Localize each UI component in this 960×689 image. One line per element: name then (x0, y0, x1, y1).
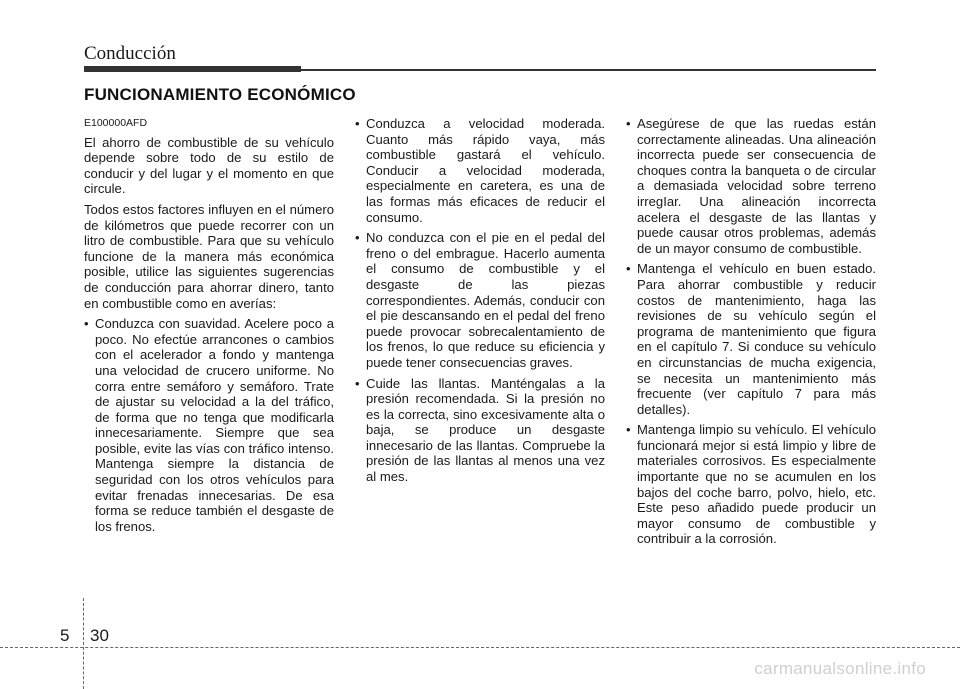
bullet-text: Mantenga limpio su vehículo. El vehículo funcionará mejor si está limpio y libre de materiales corrosivos. Es especialmente importante que no se acumulen en los bajos del coche barro, polvo, hielo, etc. Este peso añadido puede producir un mayor consumo de combustible y contribuir a la corrosión. (637, 422, 876, 547)
bullet-text: No conduzca con el pie en el pedal del freno o del embrague. Hacerlo aumenta el consumo de combustible y el desgaste de las piezas correspondientes. Además, conducir con el pie descansando en el pedal del freno puede provocar sobrecalentamiento de los frenos, lo que reduce su eficiencia y puede tener consecuencias graves. (366, 230, 605, 370)
header-rule-thin (301, 69, 876, 71)
bullet-item (626, 261, 876, 417)
watermark: carmanualsonline.info (754, 659, 926, 678)
bullet-dot: • (355, 375, 360, 391)
bullet-dot: • (626, 116, 631, 131)
bullet-item (84, 316, 334, 534)
chapter-title: Conducción (84, 43, 176, 64)
bullet-dot: • (626, 261, 631, 277)
bullet-dot: • (355, 116, 360, 131)
reference-code: E100000AFD (84, 117, 148, 129)
bullet-text: Conduzca con suavidad. Acelere poco a poco. No efectúe arrancones o cambios con el acelerador a fondo y mantenga una velocidad de crucero uniforme. No corra entre semáforo y semáforo. Trate de ajustar su velocidad a la del tráfico, de forma que no tenga que modificarla innecesariamente. Siempre que sea posible, evite las vías con tráfico intenso. Mantenga siempre la distancia de seguridad con los otros vehículos para evitar frenadas innecesarias. De esa forma se reduce también el desgaste de los frenos. (95, 316, 334, 534)
section-heading: FUNCIONAMIENTO ECONÓMICO (84, 85, 356, 104)
bullet-dot: • (84, 316, 89, 332)
bullet-item (355, 376, 605, 485)
bullet-dot: • (626, 422, 631, 438)
bullet-item (355, 230, 605, 370)
column-2 (355, 116, 605, 490)
bullet-text: Conduzca a velocidad moderada. Cuanto más rápido vaya, más combustible gastará el vehículo. Conducir a velocidad moderada, especialmente en caretera, es una de las formas más eficaces de reducir el consumo. (366, 116, 605, 225)
bullet-dot: • (355, 230, 360, 246)
bullet-text: Mantenga el vehículo en buen estado. Para ahorrar combustible y reducir costos de mantenimiento, haga las revisiones de su vehículo según el programa de mantenimiento que figura en el capítulo 7. Si conduce su vehículo en circunstancias de mucha exigencia, se necesita un mantenimiento más frecuente (ver capítulo 7 para más detalles). (637, 261, 876, 417)
header-rule-thick (84, 66, 301, 72)
column-3 (626, 116, 876, 552)
bullet-text: Cuide las llantas. Manténgalas a la presión recomendada. Si la presión no es la correcta, sino excesivamente alta o baja, se produce un desgaste innecesario de las llantas. Compruebe la presión de las llantas al menos una vez al mes. (366, 375, 605, 485)
bullet-item (355, 116, 605, 225)
chapter-number: 5 (60, 626, 70, 645)
bullet-item (626, 116, 876, 256)
bullet-text: Asegúrese de que las ruedas están correctamente alineadas. Una alineación incorrecta puede ser consecuencia de choques contra la banqueta o de circular a demasiada velocidad sobre terreno irregIar. Una alineación incorrecta acelera el desgaste de las llantas y puede causar otros problemas, además de un mayor consumo de combustible. (637, 116, 876, 256)
factors-paragraph: Todos estos factores influyen en el número de kilómetros que puede recorrer con un litro de combustible. Para que su vehículo funcione de la manera más económica posible, utilice las siguientes sugerencias de conducción para ahorrar dinero, tanto en combustible como en averías: (84, 201, 334, 311)
intro-paragraph: El ahorro de combustible de su vehículo depende sobre todo de su estilo de conducir y del lugar y el momento en que circule. (84, 134, 334, 197)
footer-vertical-rule (83, 598, 84, 689)
footer-horizontal-rule (0, 647, 960, 648)
page-number: 30 (90, 626, 109, 645)
bullet-item (626, 422, 876, 547)
column-1 (84, 116, 334, 539)
